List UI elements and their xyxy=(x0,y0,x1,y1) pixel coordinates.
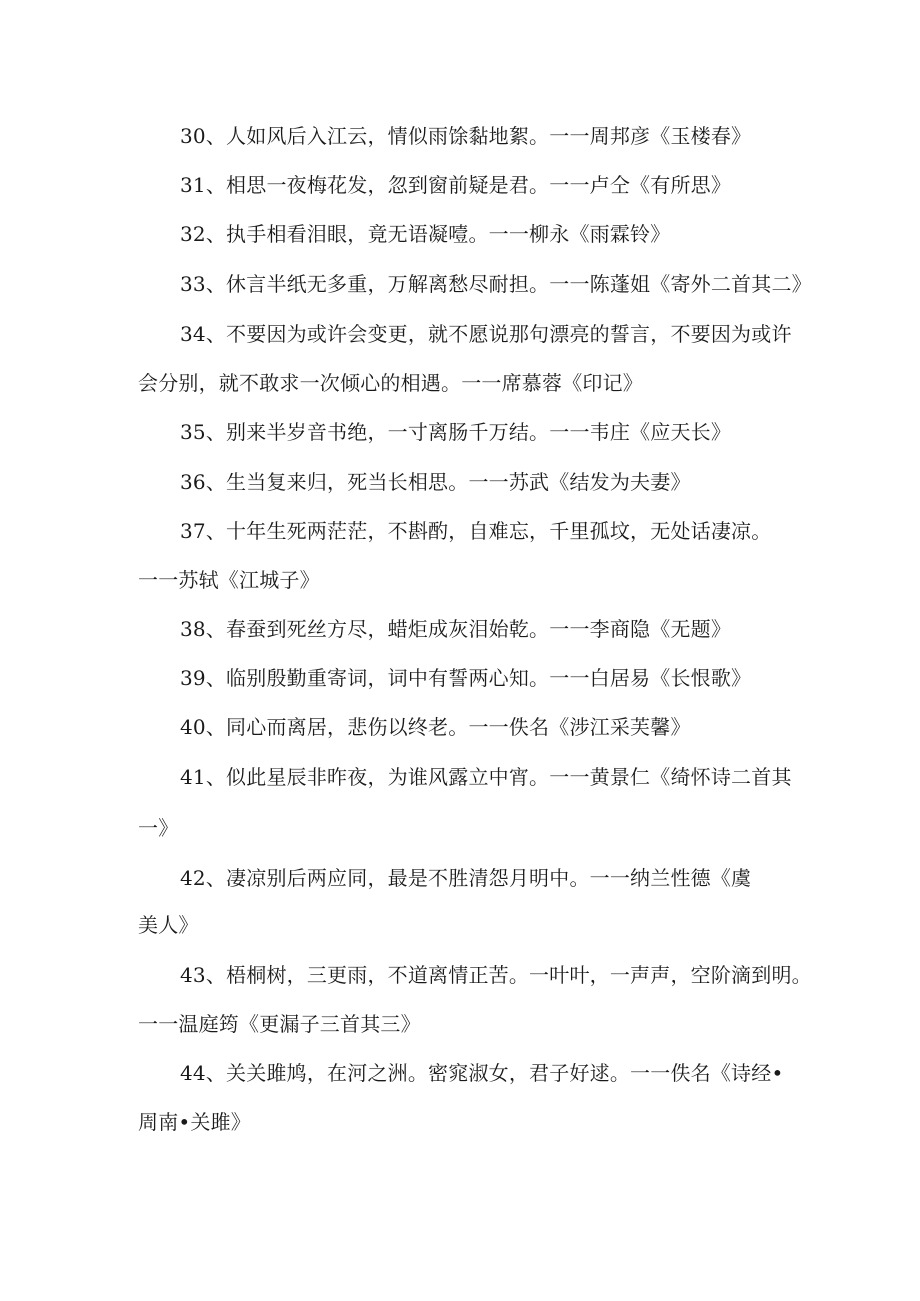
text-line: 43、梧桐树，三更雨，不道离情正苦。一叶叶，一声声，空阶滴到明。 xyxy=(180,963,812,987)
text-line: 一》 xyxy=(138,816,179,840)
text-line: 37、十年生死两茫茫，不斟酌，自难忘，千里孤坟，无处话凄凉。 xyxy=(180,519,772,543)
text-line: 40、同心而离居，悲伤以终老。一一佚名《涉江采芙馨》 xyxy=(180,715,691,739)
text-line: 38、春蚕到死丝方尽，蜡炬成灰泪始乾。一一李商隐《无题》 xyxy=(180,617,732,641)
text-line: 39、临别殷勤重寄词，词中有誓两心知。一一白居易《长恨歌》 xyxy=(180,666,752,690)
text-line: 会分别，就不敢求一次倾心的相遇。一一席慕蓉《印记》 xyxy=(138,371,643,395)
text-line: 36、生当复来归，死当长相思。一一苏武《结发为夫妻》 xyxy=(180,470,691,494)
text-line: 一一温庭筠《更漏子三首其三》 xyxy=(138,1012,421,1036)
text-line: 35、别来半岁音书绝，一寸离肠千万结。一一韦庄《应天长》 xyxy=(180,420,732,444)
text-line: 30、人如风后入江云，情似雨馀黏地絮。一一周邦彦《玉楼春》 xyxy=(180,124,752,148)
text-line: 周南•关雎》 xyxy=(138,1110,251,1134)
text-line: 34、不要因为或许会变更，就不愿说那句漂亮的誓言，不要因为或许 xyxy=(180,322,792,346)
text-line: 44、关关雎鸠，在河之洲。密窕淑女，君子好逑。一一佚名《诗经• xyxy=(180,1061,784,1085)
text-line: 41、似此星辰非昨夜，为谁风露立中宵。一一黄景仁《绮怀诗二首其 xyxy=(180,765,792,789)
text-line: 32、执手相看泪眼，竟无语凝噎。一一柳永《雨霖铃》 xyxy=(180,222,671,246)
text-line: 31、相思一夜梅花发，忽到窗前疑是君。一一卢仝《有所思》 xyxy=(180,173,732,197)
text-line: 美人》 xyxy=(138,913,199,937)
text-line: 42、凄凉别后两应同，最是不胜清怨月明中。一一纳兰性德《虞 xyxy=(180,866,752,890)
text-line: 一一苏轼《江城子》 xyxy=(138,568,320,592)
text-line: 33、休言半纸无多重，万解离愁尽耐担。一一陈蓬姐《寄外二首其二》 xyxy=(180,272,812,296)
